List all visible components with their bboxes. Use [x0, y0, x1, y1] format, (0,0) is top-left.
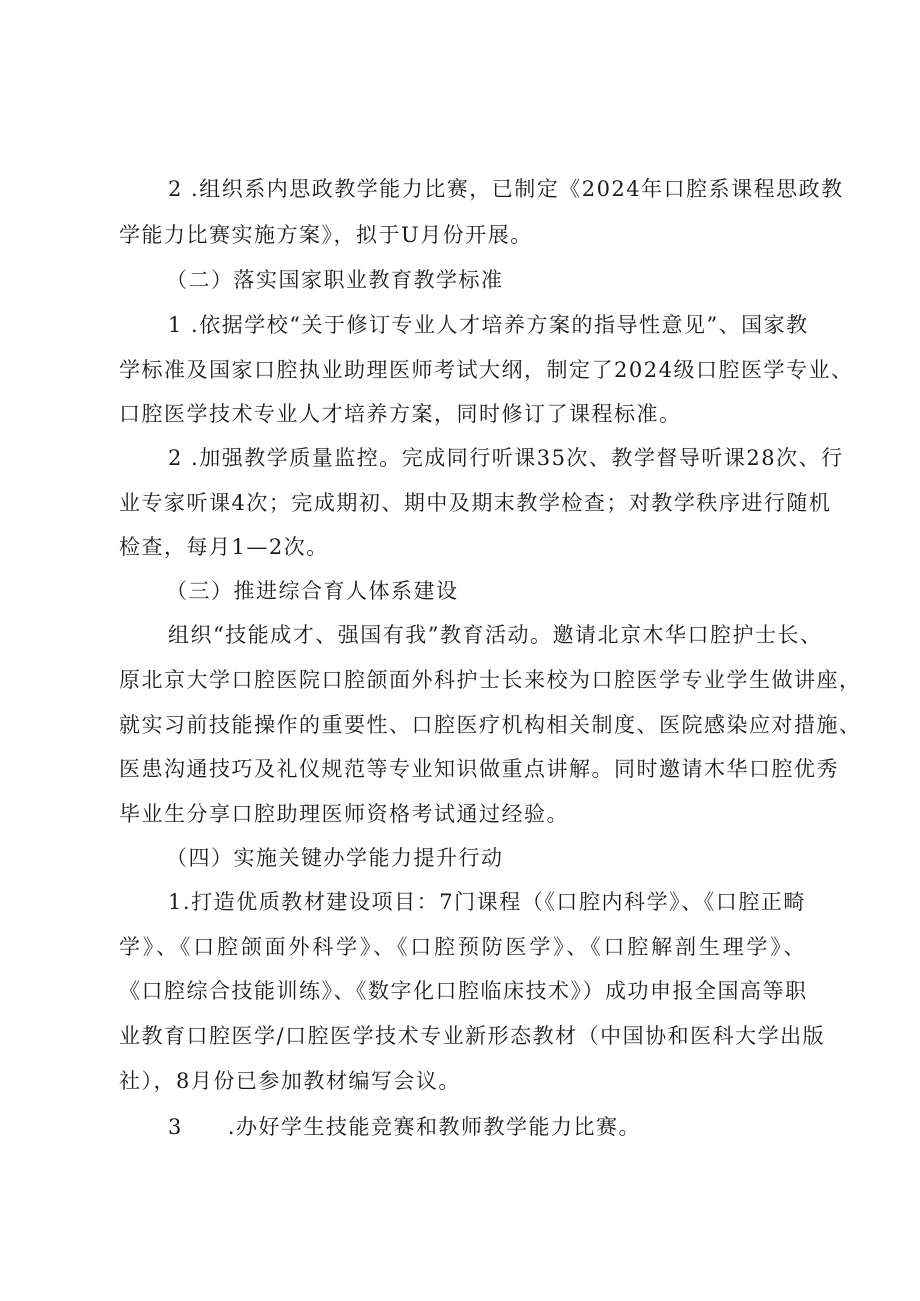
text-line: 社），8月份已参加教材编写会议。 — [119, 1069, 461, 1093]
text-line: 学》、《口腔颌面外科学》、《口腔预防医学》、《口腔解剖生理学》、 — [119, 935, 806, 959]
text-line: 就实习前技能操作的重要性、口腔医疗机构相关制度、医院感染应对措施、 — [119, 713, 862, 737]
text-line: 口腔医学技术专业人才培养方案，同时修订了课程标准。 — [119, 402, 682, 426]
section-heading: （三）推进综合育人体系建设 — [166, 579, 459, 603]
text-line: 学标准及国家口腔执业助理医师考试大纲，制定了2024级口腔医学专业、 — [119, 358, 854, 382]
section-heading: （二）落实国家职业教育教学标准 — [166, 268, 504, 292]
text-line: 2 .组织系内思政教学能力比赛，已制定《2024年口腔系课程思政教 — [168, 177, 844, 201]
section-heading: （四）实施关键办学能力提升行动 — [166, 846, 504, 870]
text-line: 毕业生分享口腔助理医师资格考试通过经验。 — [119, 802, 569, 826]
text-line: 3 .办好学生技能竞赛和教师教学能力比赛。 — [168, 1115, 642, 1139]
text-line: 原北京大学口腔医院口腔颌面外科护士长来校为口腔医学专业学生做讲座， — [119, 668, 862, 692]
text-line: 2 .加强教学质量监控。完成同行听课35次、教学督导听课28次、行 — [168, 446, 844, 470]
text-line: 业专家听课4次；完成期初、期中及期末教学检查；对教学秩序进行随机 — [119, 491, 832, 515]
text-line: 业教育口腔医学/口腔医学技术专业新形态教材（中国协和医科大学出版 — [119, 1024, 826, 1048]
text-line: 《口腔综合技能训练》、《数字化口腔临床技术》）成功申报全国高等职 — [119, 979, 808, 1003]
text-line: 学能力比赛实施方案》，拟于U月份开展。 — [119, 223, 533, 247]
text-line: 组织“技能成才、强国有我”教育活动。邀请北京木华口腔护士长、 — [168, 623, 823, 647]
text-line: 1.打造优质教材建设项目：7门课程（《口腔内科学》、《口腔正畸 — [168, 890, 806, 914]
text-line: 1 .依据学校“关于修订专业人才培养方案的指导性意见”、国家教 — [168, 313, 809, 337]
text-line: 医患沟通技巧及礼仪规范等专业知识做重点讲解。同时邀请木华口腔优秀 — [119, 757, 839, 781]
text-line: 检查，每月1—2次。 — [119, 535, 329, 559]
